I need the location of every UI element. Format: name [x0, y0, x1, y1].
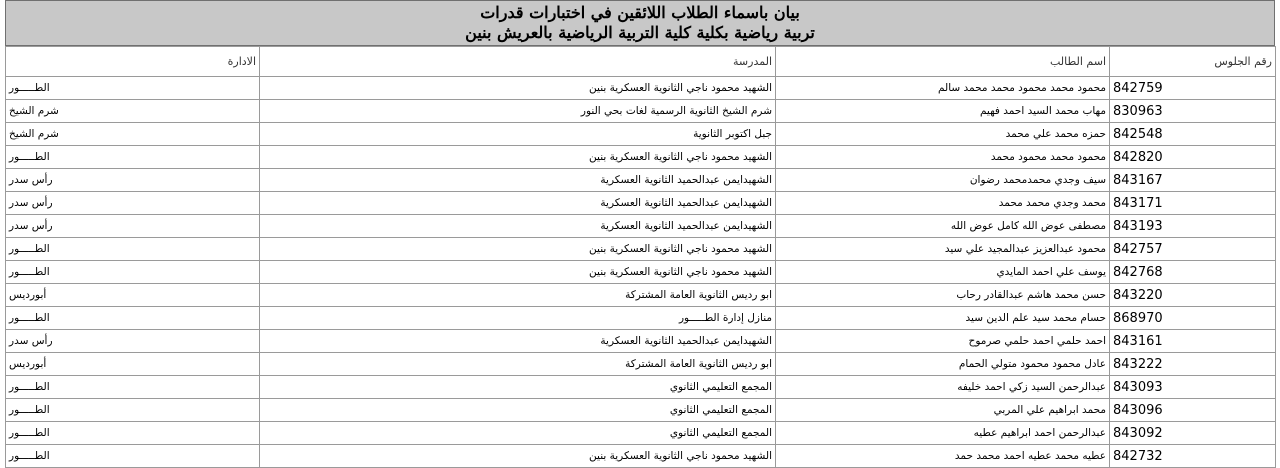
table-row — [6, 376, 1276, 399]
cell-admin: الطـــــور — [6, 307, 260, 330]
cell-name: مصطفى عوض الله كامل عوض الله — [776, 215, 1110, 238]
cell-name: حمزه محمد علي محمد — [776, 123, 1110, 146]
cell-name: عبدالرحمن السيد زكي احمد خليفه — [776, 376, 1110, 399]
cell-school: الشهيدايمن عبدالحميد الثانوية العسكرية — [260, 330, 776, 353]
cell-admin: أبورديس — [6, 284, 260, 307]
title-block — [5, 0, 1275, 46]
cell-seat: 843161 — [1110, 330, 1276, 353]
cell-admin: الطـــــور — [6, 422, 260, 445]
cell-seat: 843092 — [1110, 422, 1276, 445]
cell-name: يوسف علي احمد المايدي — [776, 261, 1110, 284]
cell-admin: شرم الشيخ — [6, 123, 260, 146]
cell-school: الشهيد محمود ناجي الثانوية العسكرية بنين — [260, 261, 776, 284]
table-row — [6, 169, 1276, 192]
cell-seat: 843167 — [1110, 169, 1276, 192]
cell-name: عادل محمود محمود متولي الحمام — [776, 353, 1110, 376]
cell-seat: 843171 — [1110, 192, 1276, 215]
cell-seat: 842820 — [1110, 146, 1276, 169]
cell-seat: 842757 — [1110, 238, 1276, 261]
cell-admin: رأس سدر — [6, 330, 260, 353]
table-row — [6, 192, 1276, 215]
cell-seat: 842759 — [1110, 77, 1276, 100]
cell-admin: رأس سدر — [6, 169, 260, 192]
cell-school: منازل إدارة الطـــــور — [260, 307, 776, 330]
cell-school: ابو رديس الثانوية العامة المشتركة — [260, 284, 776, 307]
cell-name: احمد حلمي احمد حلمي صرموح — [776, 330, 1110, 353]
table-row — [6, 399, 1276, 422]
cell-name: حسن محمد هاشم عبدالقادر رحاب — [776, 284, 1110, 307]
cell-admin: الطـــــور — [6, 146, 260, 169]
table-row — [6, 284, 1276, 307]
table-row — [6, 330, 1276, 353]
cell-school: المجمع التعليمي الثانوي — [260, 422, 776, 445]
cell-admin: الطـــــور — [6, 376, 260, 399]
students-table — [5, 46, 1276, 468]
table-row — [6, 353, 1276, 376]
cell-school: المجمع التعليمي الثانوي — [260, 399, 776, 422]
cell-admin: رأس سدر — [6, 215, 260, 238]
table-row — [6, 100, 1276, 123]
cell-school: الشهيد محمود ناجي الثانوية العسكرية بنين — [260, 77, 776, 100]
cell-seat: 842548 — [1110, 123, 1276, 146]
table-row — [6, 238, 1276, 261]
cell-admin: الطـــــور — [6, 238, 260, 261]
cell-school: ابو رديس الثانوية العامة المشتركة — [260, 353, 776, 376]
title-line-2: تربية رياضية بكلية كلية التربية الرياضية بالعريش بنين — [465, 23, 815, 42]
cell-name: عبدالرحمن احمد ابراهيم عطيه — [776, 422, 1110, 445]
table-row — [6, 422, 1276, 445]
cell-school: الشهيد محمود ناجي الثانوية العسكرية بنين — [260, 238, 776, 261]
table-row — [6, 123, 1276, 146]
cell-school: الشهيد محمود ناجي الثانوية العسكرية بنين — [260, 146, 776, 169]
cell-school: الشهيد محمود ناجي الثانوية العسكرية بنين — [260, 445, 776, 468]
cell-admin: الطـــــور — [6, 77, 260, 100]
table-row — [6, 445, 1276, 468]
cell-name: محمود محمد محمود محمد محمد سالم — [776, 77, 1110, 100]
cell-seat: 843193 — [1110, 215, 1276, 238]
cell-admin: شرم الشيخ — [6, 100, 260, 123]
cell-name: سيف وجدي محمدمحمد رضوان — [776, 169, 1110, 192]
table-row — [6, 261, 1276, 284]
cell-admin: الطـــــور — [6, 261, 260, 284]
cell-seat: 868970 — [1110, 307, 1276, 330]
table-row — [6, 146, 1276, 169]
cell-name: محمد ابراهيم علي المربي — [776, 399, 1110, 422]
cell-school: شرم الشيخ الثانوية الرسمية لغات بحي النور — [260, 100, 776, 123]
cell-seat: 842732 — [1110, 445, 1276, 468]
cell-school: الشهيدايمن عبدالحميد الثانوية العسكرية — [260, 192, 776, 215]
header-school: المدرسة — [260, 47, 776, 77]
header-admin: الادارة — [6, 47, 260, 77]
title-line-1: بيان باسماء الطلاب اللائقين في اختبارات قدرات — [480, 3, 800, 22]
cell-school: المجمع التعليمي الثانوي — [260, 376, 776, 399]
cell-admin: أبورديس — [6, 353, 260, 376]
cell-seat: 830963 — [1110, 100, 1276, 123]
cell-seat: 843220 — [1110, 284, 1276, 307]
cell-name: محمود عبدالعزيز عبدالمجيد علي سيد — [776, 238, 1110, 261]
cell-admin: الطـــــور — [6, 399, 260, 422]
cell-school: الشهيدايمن عبدالحميد الثانوية العسكرية — [260, 169, 776, 192]
header-seat: رقم الجلوس — [1110, 47, 1276, 77]
cell-school: الشهيدايمن عبدالحميد الثانوية العسكرية — [260, 215, 776, 238]
cell-seat: 843093 — [1110, 376, 1276, 399]
header-name: اسم الطالب — [776, 47, 1110, 77]
cell-name: مهاب محمد السيد احمد فهيم — [776, 100, 1110, 123]
cell-seat: 842768 — [1110, 261, 1276, 284]
cell-seat: 843096 — [1110, 399, 1276, 422]
table-row — [6, 307, 1276, 330]
header-row — [6, 47, 1276, 77]
table-row — [6, 215, 1276, 238]
cell-name: حسام محمد سيد علم الدين سيد — [776, 307, 1110, 330]
cell-name: عطيه محمد عطيه احمد محمد حمد — [776, 445, 1110, 468]
cell-school: جبل اكتوبر الثانوية — [260, 123, 776, 146]
cell-name: محمد وجدي محمد محمد — [776, 192, 1110, 215]
cell-admin: رأس سدر — [6, 192, 260, 215]
cell-seat: 843222 — [1110, 353, 1276, 376]
table-row — [6, 77, 1276, 100]
cell-name: محمود محمد محمود محمد — [776, 146, 1110, 169]
cell-admin: الطـــــور — [6, 445, 260, 468]
